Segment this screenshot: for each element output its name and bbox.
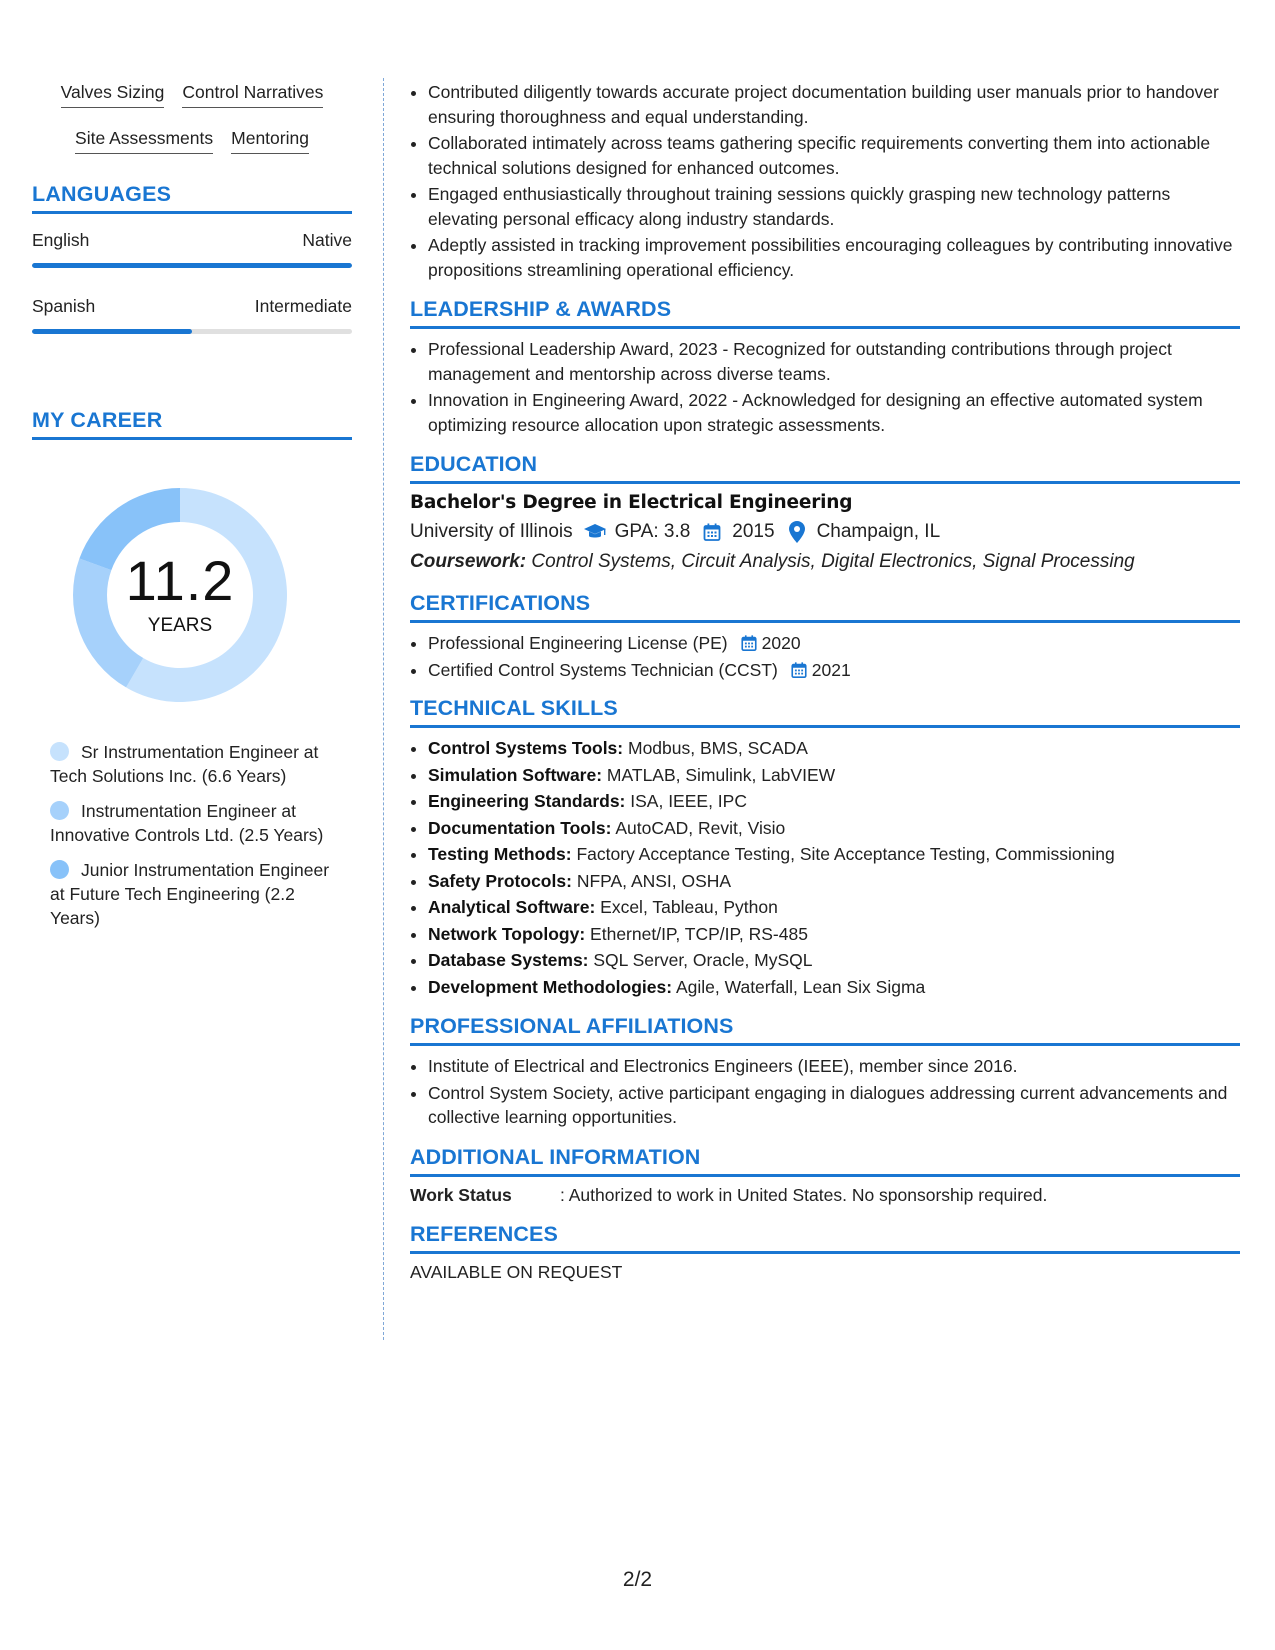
skill-label: Documentation Tools: [428,817,612,838]
education-heading: EDUCATION [410,452,1240,484]
skill-item [428,842,1240,867]
coursework [410,551,1240,573]
skill-value: Factory Acceptance Testing, Site Acceptance Testing, Commissioning [576,844,1115,864]
languages-heading: LANGUAGES [32,182,352,214]
calendar-icon [740,634,758,652]
career-legend [50,740,340,930]
experience-bullets [410,80,1240,282]
references-heading: REFERENCES [410,1222,1240,1254]
certification-year: 2020 [761,633,801,653]
career-legend-item [50,740,340,788]
career-legend-item [50,858,340,930]
career-years-unit: YEARS [147,615,213,636]
work-status-row [410,1185,1240,1206]
right-column [410,80,1240,1283]
skill-item [428,789,1240,814]
skill-item [428,922,1240,947]
graduation-cap-icon [583,521,607,543]
language-name: English [32,230,90,250]
skill-label: Database Systems: [428,950,589,970]
references-text: AVAILABLE ON REQUEST [410,1261,623,1282]
gpa: GPA: 3.8 [614,521,691,542]
skill-tag: Control Narratives [182,82,323,108]
certification-year: 2021 [811,659,851,680]
skill-item [428,736,1240,761]
skill-label: Analytical Software: [428,897,596,917]
affiliations-list [410,1054,1240,1130]
certifications-heading: CERTIFICATIONS [410,591,1240,623]
degree-title: Bachelor's Degree in Electrical Engineering [410,492,853,513]
award-item: • Innovation in Engineering Award, 2022 - Acknowledged for designing an effective automated system optimizing resource allocation upon strategic assessments. [428,388,1240,437]
skill-item [428,816,1240,841]
skill-value: Agile, Waterfall, Lean Six Sigma [675,976,926,997]
career-role-text: Sr Instrumentation Engineer at Tech Solutions Inc. (6.6 Years) [50,742,319,786]
career-role-text: Instrumentation Engineer at Innovative Controls Ltd. (2.5 Years) [50,801,324,845]
language-level: Native [302,230,352,250]
skill-value: MATLAB, Simulink, LabVIEW [606,764,836,785]
career-heading: MY CAREER [32,408,352,440]
coursework-list: Control Systems, Circuit Analysis, Digital Electronics, Signal Processing [531,551,1135,572]
affiliations-heading: PROFESSIONAL AFFILIATIONS [410,1014,1240,1046]
skill-label: Simulation Software: [428,764,603,785]
skill-item [428,869,1240,894]
technical-skills-list [410,736,1240,999]
skill-value: ISA, IEEE, IPC [630,791,747,811]
left-column [32,82,352,941]
technical-skills-heading: TECHNICAL SKILLS [410,696,1240,728]
certification-name: • Certified Control Systems Technician (CCST) [428,659,778,680]
skill-item [428,763,1240,788]
career-role-text: Junior Instrumentation Engineer at Future Tech Engineering (2.2 Years) [50,860,330,928]
affiliation-item: • Control System Society, active participant engaging in dialogues addressing current advancements and collective learning opportunities. [428,1081,1240,1130]
work-status-label: Work Status [410,1184,512,1205]
education-details [410,521,1240,543]
additional-info-heading: ADDITIONAL INFORMATION [410,1145,1240,1177]
skill-value: NFPA, ANSI, OSHA [576,870,732,891]
donut-center [65,480,295,710]
language-name: Spanish [32,296,96,316]
coursework-label: Coursework: [410,551,527,572]
career-legend-item [50,799,340,847]
legend-dot [50,860,69,879]
certification-item [428,631,1240,656]
legend-dot [50,801,69,820]
skill-item [428,975,1240,1000]
school-name: University of Illinois [410,521,573,542]
skill-item [428,948,1240,973]
skill-value: Ethernet/IP, TCP/IP, RS-485 [590,923,808,944]
graduation-year: 2015 [732,521,775,542]
calendar-icon [790,661,808,679]
language-spanish [32,296,352,334]
language-proficiency-bar [32,263,352,268]
skill-tag: Site Assessments [75,128,213,154]
calendar-icon [700,521,724,543]
skill-label: Network Topology: [428,923,586,944]
experience-bullet: • Adeptly assisted in tracking improvement possibilities encouraging colleagues by contributing innovative propositions streamlining operational efficiency. [428,233,1240,282]
experience-bullet: • Contributed diligently towards accurate project documentation building user manuals prior to handover ensuring thoroughness and equal understanding. [428,80,1240,129]
language-proficiency-bar [32,329,352,334]
career-total-years: 11.2 [125,549,235,612]
skill-tag: Mentoring [231,128,309,154]
work-status-value: : Authorized to work in United States. No sponsorship required. [560,1184,1048,1205]
skill-item [428,895,1240,920]
skill-tags-row-1 [32,82,352,108]
leadership-list [410,337,1240,437]
skill-label: Safety Protocols: [428,870,572,891]
language-proficiency-fill [32,329,192,334]
skill-value: Excel, Tableau, Python [600,897,778,917]
experience-bullet: • Collaborated intimately across teams gathering specific requirements converting them into actionable technical solutions designed for enhanced outcomes. [428,131,1240,180]
certification-item [428,658,1240,683]
skill-value: AutoCAD, Revit, Visio [615,817,786,838]
column-divider [383,78,384,1340]
skill-tags-row-2 [32,128,352,154]
skill-label: Testing Methods: [428,844,572,864]
affiliation-item: • Institute of Electrical and Electronics Engineers (IEEE), member since 2016. [428,1054,1240,1079]
language-english [32,230,352,268]
skill-label: Control Systems Tools: [428,738,624,758]
school-location: Champaign, IL [816,521,941,542]
legend-dot [50,742,69,761]
location-pin-icon [785,521,809,543]
language-level: Intermediate [254,296,352,316]
skill-tag: Valves Sizing [61,82,165,108]
page-number: 2/2 [622,1568,653,1591]
skill-value: SQL Server, Oracle, MySQL [593,950,813,970]
skill-label: Engineering Standards: [428,791,626,811]
career-donut-chart [65,480,295,710]
skill-label: Development Methodologies: [428,976,673,997]
skill-value: Modbus, BMS, SCADA [628,738,808,758]
language-proficiency-fill [32,263,352,268]
certification-name: • Professional Engineering License (PE) [428,633,728,653]
experience-bullet: • Engaged enthusiastically throughout training sessions quickly grasping new technology patterns elevating personal efficacy along industry standards. [428,182,1240,231]
certifications-list [410,631,1240,682]
award-item: • Professional Leadership Award, 2023 - Recognized for outstanding contributions through project management and mentorship across diverse teams. [428,337,1240,386]
leadership-heading: LEADERSHIP & AWARDS [410,297,1240,329]
